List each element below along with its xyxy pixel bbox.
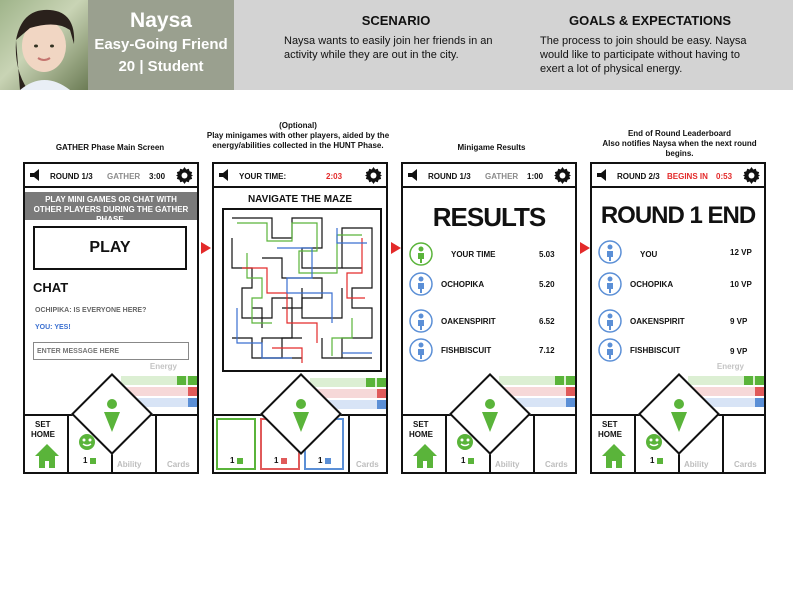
leader-name: YOU <box>640 250 658 259</box>
gear-icon[interactable] <box>554 167 571 184</box>
leader-score: 12 VP <box>730 248 752 257</box>
caption-end-title: End of Round Leaderboard <box>627 129 732 138</box>
green-square-icon <box>90 458 96 464</box>
caption-results: Minigame Results <box>457 143 526 152</box>
top-bar <box>214 164 386 188</box>
caption-gather: GATHER Phase Main Screen <box>55 143 165 152</box>
location-pin-icon <box>481 398 499 432</box>
ability-label: Ability <box>117 460 142 469</box>
home-icon <box>602 444 626 468</box>
top-bar <box>25 164 197 188</box>
energy-count: 1 <box>230 456 235 465</box>
red-square-icon <box>281 458 287 464</box>
screen-minigame <box>212 162 388 474</box>
speaker-icon[interactable] <box>30 169 44 181</box>
leader-name: FISHBISCUIT <box>630 346 681 355</box>
arrow-right-icon <box>391 242 401 254</box>
caption-minigame-text: Play minigames with other players, aided by the energy/abilities collected in the HUNT Phase. <box>206 131 390 150</box>
location-pin-icon <box>670 398 688 432</box>
energy-bar-green <box>310 378 386 387</box>
home-label: HOME <box>409 430 433 439</box>
leader-score: 9 VP <box>730 347 748 356</box>
person-photo-icon <box>0 0 88 90</box>
energy-count: 1 <box>461 456 466 465</box>
top-bar <box>592 164 764 188</box>
persona-name: Naysa <box>130 9 192 32</box>
arrow-right-icon <box>580 242 590 254</box>
chat-input[interactable] <box>33 342 189 360</box>
timer: 2:03 <box>326 172 343 181</box>
leader-score: 10 VP <box>730 280 752 289</box>
screen-leaderboard <box>590 162 766 474</box>
timer: 3:00 <box>149 172 166 181</box>
result-name: YOUR TIME <box>451 250 496 259</box>
energy-bar-green <box>688 376 764 385</box>
set-home-button[interactable] <box>403 416 447 472</box>
home-label: HOME <box>598 430 622 439</box>
round-end-title: ROUND 1 END <box>600 202 756 229</box>
maze-icon[interactable] <box>222 208 382 372</box>
gear-icon[interactable] <box>365 167 382 184</box>
player-avatar-icon <box>598 338 622 362</box>
player-avatar-icon <box>598 272 622 296</box>
cards-label: Cards <box>545 460 568 469</box>
leader-score: 9 VP <box>730 317 748 326</box>
scenario-body: Naysa wants to easily join her friends in an activity while they are out in the city. <box>284 35 493 61</box>
results-title: RESULTS <box>432 202 546 232</box>
player-avatar-icon <box>409 272 433 296</box>
gather-banner: PLAY MINI GAMES OR CHAT WITH OTHER PLAYERS DURING THE GATHER PHASE. <box>25 192 197 220</box>
round-label: ROUND 1/3 <box>428 172 471 181</box>
leader-name: OCHOPIKA <box>630 280 674 289</box>
play-button[interactable]: PLAY <box>33 226 187 270</box>
result-name: FISHBISCUIT <box>441 346 492 355</box>
chat-title: CHAT <box>33 280 69 295</box>
speaker-icon[interactable] <box>408 169 422 181</box>
home-icon <box>35 444 59 468</box>
round-label: ROUND 1/3 <box>50 172 93 181</box>
location-pin-icon <box>292 398 310 432</box>
timer: 1:00 <box>527 172 544 181</box>
persona-role: Easy-Going Friend <box>94 36 228 53</box>
player-avatar-icon <box>409 309 433 333</box>
result-value: 5.20 <box>539 280 555 289</box>
energy-label: Energy <box>716 362 744 371</box>
energy-count: 1 <box>318 456 323 465</box>
caption-end <box>592 129 767 159</box>
player-avatar-icon <box>598 240 622 264</box>
phase-label: GATHER <box>107 172 141 181</box>
result-name: OCHOPIKA <box>441 280 485 289</box>
home-icon <box>413 444 437 468</box>
chat-message: OCHIPIKA: IS EVERYONE HERE? <box>35 307 147 314</box>
gear-icon[interactable] <box>176 167 193 184</box>
caption-minigame <box>196 121 400 151</box>
screen-results <box>401 162 577 474</box>
speaker-icon[interactable] <box>597 169 611 181</box>
top-bar <box>403 164 575 188</box>
cards-label: Cards <box>167 460 190 469</box>
cards-button[interactable] <box>724 416 766 472</box>
result-value: 7.12 <box>539 346 555 355</box>
timer: 0:53 <box>716 172 733 181</box>
energy-bar-green <box>121 376 197 385</box>
energy-slot-green[interactable] <box>216 418 256 470</box>
home-label: HOME <box>31 430 55 439</box>
energy-bar-green <box>499 376 575 385</box>
persona-photo <box>0 0 88 90</box>
green-square-icon <box>657 458 663 464</box>
arrow-right-icon <box>201 242 211 254</box>
energy-label: Energy <box>149 362 177 371</box>
set-label: SET <box>413 420 429 429</box>
ability-label: Ability <box>684 460 709 469</box>
player-avatar-icon <box>409 242 433 266</box>
leader-name: OAKENSPIRIT <box>630 317 685 326</box>
time-label: YOUR TIME: <box>239 172 287 181</box>
player-avatar-icon <box>409 338 433 362</box>
caption-optional: (Optional) <box>279 121 317 130</box>
scenario-title: SCENARIO <box>361 13 431 28</box>
set-label: SET <box>35 420 51 429</box>
scenario-section <box>284 13 508 62</box>
caption-end-text: Also notifies Naysa when the next round begins. <box>602 139 757 158</box>
goals-body: The process to join should be easy. Naysa would like to participate without having to exert a lot of physical energy. <box>540 35 747 75</box>
cards-button[interactable] <box>157 416 199 472</box>
set-home-button[interactable] <box>25 416 69 472</box>
result-value: 6.52 <box>539 317 555 326</box>
result-name: OAKENSPIRIT <box>441 317 496 326</box>
player-avatar-icon <box>598 309 622 333</box>
chat-message: YOU: YES! <box>35 324 71 331</box>
energy-count: 1 <box>274 456 279 465</box>
screen-gather <box>23 162 199 474</box>
cards-label[interactable]: Cards <box>356 460 379 469</box>
goals-section <box>540 13 760 76</box>
speaker-icon[interactable] <box>219 169 233 181</box>
blue-square-icon <box>325 458 331 464</box>
round-label: ROUND 2/3 <box>617 172 660 181</box>
location-pin-icon <box>103 398 121 432</box>
gear-icon[interactable] <box>743 167 760 184</box>
energy-count: 1 <box>83 456 88 465</box>
goals-title: GOALS & EXPECTATIONS <box>568 13 732 28</box>
divider <box>348 416 350 472</box>
maze-title: NAVIGATE THE MAZE <box>247 194 353 205</box>
cards-label: Cards <box>734 460 757 469</box>
set-home-button[interactable] <box>592 416 636 472</box>
green-square-icon <box>237 458 243 464</box>
cards-button[interactable] <box>535 416 577 472</box>
set-label: SET <box>602 420 618 429</box>
result-value: 5.03 <box>539 250 555 259</box>
phase-label: GATHER <box>485 172 519 181</box>
persona-box <box>88 0 234 90</box>
begins-label: BEGINS IN <box>667 172 708 181</box>
green-square-icon <box>468 458 474 464</box>
persona-details: 20 | Student <box>118 58 204 75</box>
ability-label: Ability <box>495 460 520 469</box>
energy-count: 1 <box>650 456 655 465</box>
